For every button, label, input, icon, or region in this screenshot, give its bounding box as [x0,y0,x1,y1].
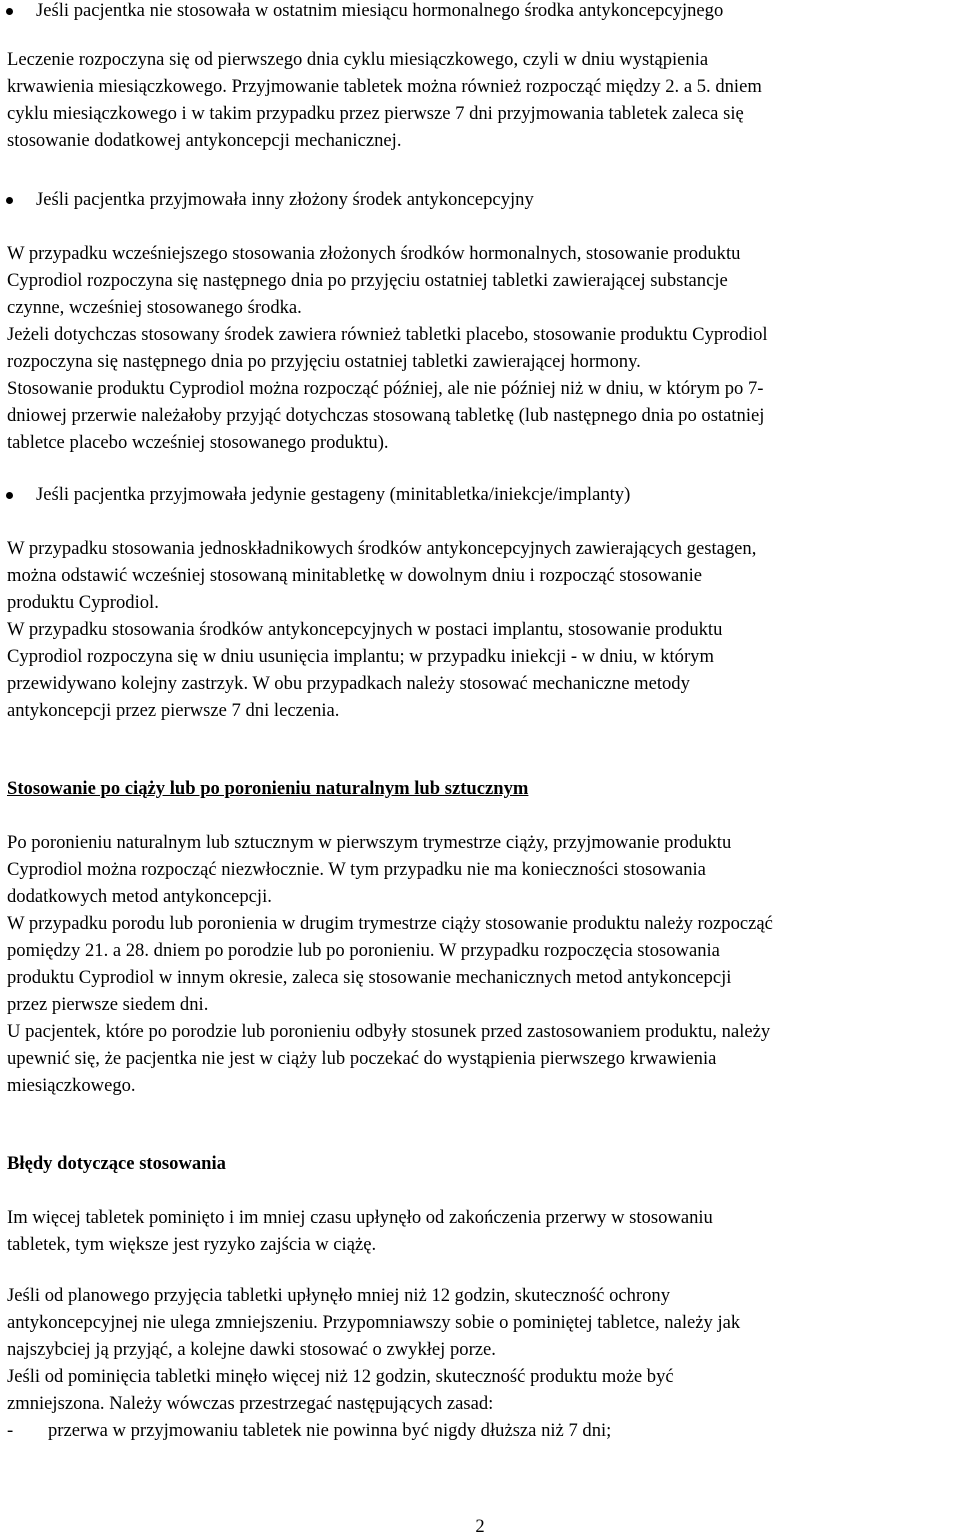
bullet-heading: Jeśli pacjentka przyjmowała jedynie gestageny (minitabletka/iniekcje/implanty) [36,484,631,505]
paragraph-line: cyklu miesiączkowego i w takim przypadku przez pierwsze 7 dni przyjmowania tabletek zaleca się [7,103,744,124]
paragraph-line: Jeśli od pominięcia tabletki minęło więcej niż 12 godzin, skuteczność produktu może być [7,1366,674,1387]
dash-bullet: - [7,1420,14,1441]
paragraph-line: dodatkowych metod antykoncepcji. [7,886,272,907]
dash-list-item: przerwa w przyjmowaniu tabletek nie powinna być nigdy dłuższa niż 7 dni; [48,1420,612,1441]
bullet-icon [6,197,13,204]
paragraph-line: tabletek, tym większe jest ryzyko zajścia w ciążę. [7,1234,377,1255]
paragraph-line: przewidywano kolejny zastrzyk. W obu przypadkach należy stosować mechaniczne metody [7,673,690,694]
paragraph-line: pomiędzy 21. a 28. dniem po porodzie lub po poronieniu. W przypadku rozpoczęcia stosowania [7,940,720,961]
paragraph-line: najszybciej ją przyjąć, a kolejne dawki stosować o zwykłej porze. [7,1339,496,1360]
paragraph-line: antykoncepcji przez pierwsze 7 dni leczenia. [7,700,340,721]
bullet-heading: Jeśli pacjentka nie stosowała w ostatnim miesiącu hormonalnego środka antykoncepcyjnego [36,0,724,21]
paragraph-line: Leczenie rozpoczyna się od pierwszego dnia cyklu miesiączkowego, czyli w dniu wystąpienia [7,49,709,70]
paragraph-line: Im więcej tabletek pominięto i im mniej czasu upłynęło od zakończenia przerwy w stosowaniu [7,1207,713,1228]
paragraph-line: W przypadku porodu lub poronienia w drugim trymestrze ciąży stosowanie produktu należy rozpocząć [7,913,773,934]
paragraph-line: Jeżeli dotychczas stosowany środek zawiera również tabletki placebo, stosowanie produktu Cyprodiol [7,324,768,345]
paragraph-line: W przypadku wcześniejszego stosowania złożonych środków hormonalnych, stosowanie produktu [7,243,741,264]
bullet-icon [6,492,13,499]
paragraph-line: można odstawić wcześniej stosowaną minitabletkę w dowolnym dniu i rozpocząć stosowanie [7,565,703,586]
page-number: 2 [475,1516,485,1537]
bullet-heading: Jeśli pacjentka przyjmowała inny złożony środek antykoncepcyjny [36,189,534,210]
paragraph-line: Stosowanie produktu Cyprodiol można rozpocząć później, ale nie później niż w dniu, w którym po 7- [7,378,764,399]
paragraph-line: Cyprodiol rozpoczyna się w dniu usunięcia implantu; w przypadku iniekcji - w dniu, w którym [7,646,714,667]
paragraph-line: stosowanie dodatkowej antykoncepcji mechanicznej. [7,130,402,151]
paragraph-line: produktu Cyprodiol w innym okresie, zaleca się stosowanie mechanicznych metod antykoncepcji [7,967,732,988]
paragraph-line: antykoncepcyjnej nie ulega zmniejszeniu. Przypomniawszy sobie o pominiętej tabletce, należy jak [7,1312,741,1333]
paragraph-line: W przypadku stosowania jednoskładnikowych środków antykoncepcyjnych zawierających gestagen, [7,538,757,559]
paragraph-line: dniowej przerwie należałoby przyjąć dotychczas stosowaną tabletkę (lub następnego dnia po ostatniej [7,405,765,426]
paragraph-line: krwawienia miesiączkowego. Przyjmowanie tabletek można również rozpocząć między 2. a 5. dniem [7,76,762,97]
paragraph-line: czynne, wcześniej stosowanego środka. [7,297,302,318]
paragraph-line: W przypadku stosowania środków antykoncepcyjnych w postaci implantu, stosowanie produktu [7,619,723,640]
section-heading: Błędy dotyczące stosowania [7,1153,226,1174]
paragraph-line: miesiączkowego. [7,1075,136,1096]
paragraph-line: upewnić się, że pacjentka nie jest w ciąży lub poczekać do wystąpienia pierwszego krwawienia [7,1048,717,1069]
paragraph-line: rozpoczyna się następnego dnia po przyjęciu ostatniej tabletki zawierającej hormony. [7,351,641,372]
paragraph-line: tabletce placebo wcześniej stosowanego produktu). [7,432,389,453]
paragraph-line: produktu Cyprodiol. [7,592,159,613]
paragraph-line: Cyprodiol rozpoczyna się następnego dnia po przyjęciu ostatniej tabletki zawierającej substancje [7,270,728,291]
paragraph-line: Jeśli od planowego przyjęcia tabletki upłynęło mniej niż 12 godzin, skuteczność ochrony [7,1285,671,1306]
section-heading: Stosowanie po ciąży lub po poronieniu naturalnym lub sztucznym [7,778,529,799]
paragraph-line: U pacjentek, które po porodzie lub poronieniu odbyły stosunek przed zastosowaniem produktu, należy [7,1021,771,1042]
paragraph-line: przez pierwsze siedem dni. [7,994,209,1015]
paragraph-line: zmniejszona. Należy wówczas przestrzegać następujących zasad: [7,1393,494,1414]
bullet-icon [6,8,13,15]
paragraph-line: Po poronieniu naturalnym lub sztucznym w pierwszym trymestrze ciąży, przyjmowanie produktu [7,832,732,853]
paragraph-line: Cyprodiol można rozpocząć niezwłocznie. W tym przypadku nie ma konieczności stosowania [7,859,706,880]
